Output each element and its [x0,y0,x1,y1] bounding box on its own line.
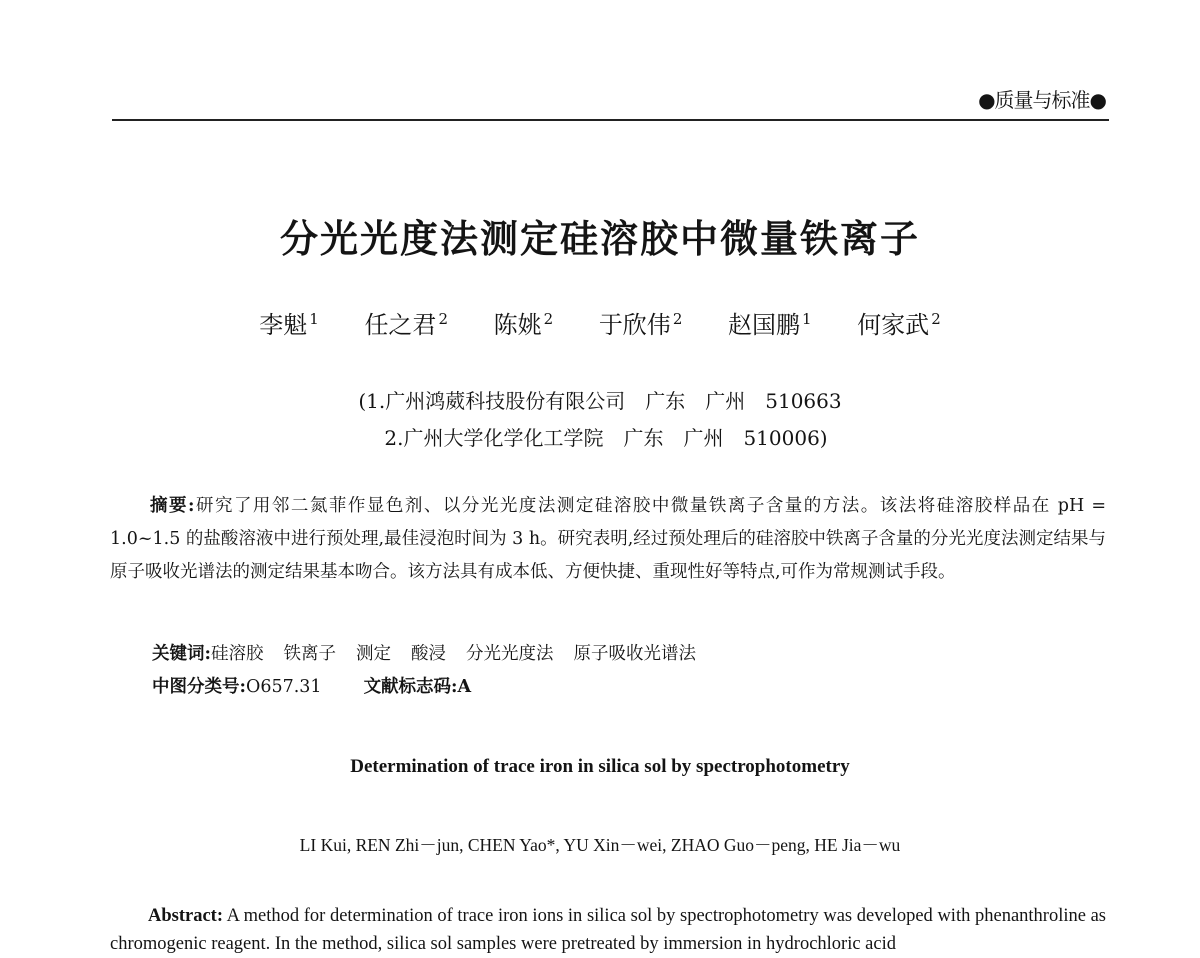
abstract-cn [110,490,1106,589]
author-list-en: LI Kui, REN Zhi－jun, CHEN Yao*, YU Xin－wei, ZHAO Guo－peng, HE Jia－wu [299,835,901,855]
abstract-cn-label: 摘要: [150,496,195,516]
header-rule [112,119,1109,121]
abstract-cn-text: 研究了用邻二氮菲作显色剂、以分光光度法测定硅溶胶中微量铁离子含量的方法。该法将硅溶胶样品在 pH = 1.0~1.5 的盐酸溶液中进行预处理,最佳浸泡时间为 3 h。研究表明,经过预处理后的硅溶胶中铁离子含量的分光光度法测定结果与原子吸收光谱法的测定结果基本吻合。该方法具有成本低、方便快捷、重现性好等特点,可作为常规测试手段。 [110,496,1106,582]
abstract-en [110,902,1106,958]
clc-label: 中图分类号: [152,677,246,697]
keyword: 分光光度法 [465,644,554,664]
keyword: 铁离子 [283,644,336,664]
doc-code-label: 文献标志码: [363,677,458,697]
clc-value: O657.31 [245,677,322,697]
section-tag: ●质量与标准● [978,88,1106,112]
abstract-en-text: A method for determination of trace iron ions in silica sol by spectrophotometry was developed with phenanthroline as chromogenic reagent. In the method, silica sol samples were pretreated by immersion in hydrochloric acid [110,906,1106,954]
author-cn: 李魁 $^1$ [259,310,319,339]
keyword: 测定 [355,644,391,664]
author-cn: 任之君 $^2$ [364,310,448,339]
keyword: 酸浸 [410,644,446,664]
keywords-label: 关键词: [152,644,211,664]
abstract-en-label: Abstract: [148,906,224,926]
author-cn: 于欣伟 $^2$ [598,310,683,339]
classification-line [152,673,471,698]
keyword: 硅溶胶 [210,644,264,664]
paper-title-en: Determination of trace iron in silica sol by spectrophotometry [350,756,850,777]
paper-title-cn: 分光光度法测定硅溶胶中微量铁离子 [279,216,920,261]
keyword: 原子吸收光谱法 [573,644,696,664]
affiliation-1: (1.广州鸿葳科技股份有限公司 广东 广州 510663 [358,389,842,413]
author-cn: 赵国鹏 $^1$ [728,310,812,339]
author-list-cn [0,305,1200,340]
author-cn: 陈姚 $^2$ [493,310,554,339]
author-cn: 何家武 $^2$ [857,310,941,339]
doc-code-value: A [457,677,472,697]
keywords-cn [152,640,716,665]
affiliation-2: 2.广州大学化学化工学院 广东 广州 510006) [384,426,828,450]
